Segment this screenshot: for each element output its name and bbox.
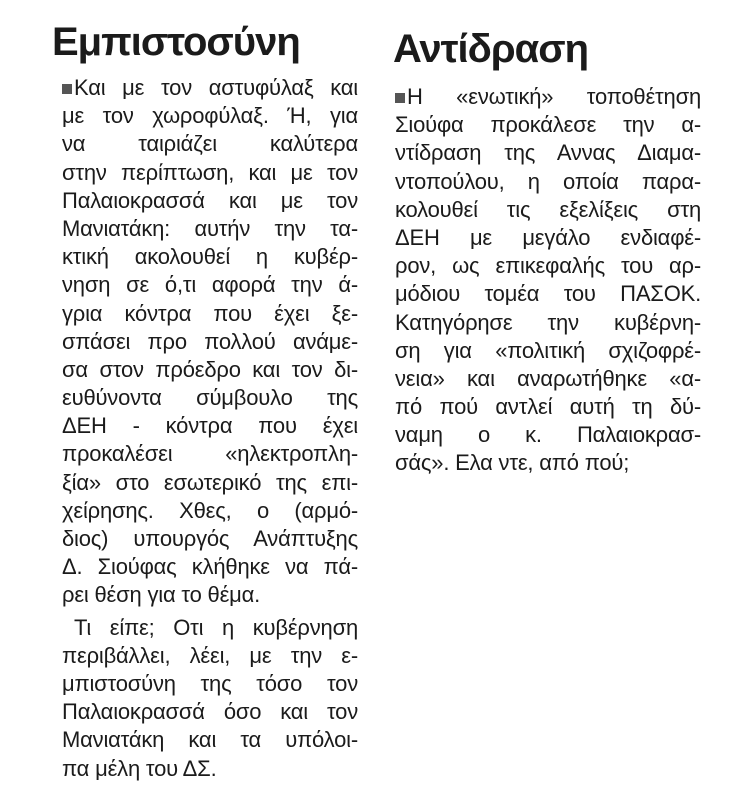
text-line xyxy=(62,102,358,130)
text-line xyxy=(62,525,358,553)
line-text: με τον χωροφύλαξ. Ή, για xyxy=(62,103,358,129)
line-text: ναμη ο κ. Παλαιοκρασ- xyxy=(395,422,701,448)
text-line xyxy=(62,553,358,581)
text-line xyxy=(62,614,358,642)
text-line xyxy=(62,497,358,525)
line-text: Και με τον αστυφύλαξ και xyxy=(74,75,358,100)
line-text: προκαλέσει «ηλεκτροπλη- xyxy=(62,441,358,467)
line-text: σπάσει προ πολλού ανάμε- xyxy=(62,328,358,354)
line-text: γρια κόντρα που έχει ξε- xyxy=(62,300,358,326)
line-text: Τι είπε; Οτι η κυβέρνηση xyxy=(74,614,358,640)
line-text: ρον, ως επικεφαλής του αρ- xyxy=(395,253,701,279)
text-line xyxy=(62,755,358,783)
line-text: Δ. Σιούφας κλήθηκε να πά- xyxy=(62,554,358,580)
column-title-trust: Εμπιστοσύνη xyxy=(52,20,300,64)
square-bullet-icon xyxy=(395,93,405,103)
line-text: Μανιατάκη και τα υπόλοι- xyxy=(62,727,358,753)
text-line xyxy=(395,309,701,337)
text-line xyxy=(395,224,701,252)
line-text: πό πού αντλεί αυτή τη δύ- xyxy=(395,394,701,420)
line-text: να ταιριάζει καλύτερα xyxy=(62,131,358,157)
line-text: ευθύνοντα σύμβουλο της xyxy=(62,385,358,411)
article-column-left xyxy=(62,74,358,783)
line-text: κτική ακολουθεί η κυβέρ- xyxy=(62,244,358,270)
text-line xyxy=(62,356,358,384)
line-text: Μανιατάκη: αυτήν την τα- xyxy=(62,215,358,241)
text-line xyxy=(62,215,358,243)
line-text: μπιστοσύνη της τόσο τον xyxy=(62,670,358,696)
text-line xyxy=(395,83,701,111)
text-line xyxy=(62,698,358,726)
line-text: ΔΕΗ - κόντρα που έχει xyxy=(62,413,358,439)
line-text: Σιούφα προκάλεσε την α- xyxy=(395,112,701,138)
text-line xyxy=(62,642,358,670)
line-text: μόδιου τομέα του ΠΑΣΟΚ. xyxy=(395,281,701,307)
text-line xyxy=(62,726,358,754)
text-line xyxy=(395,337,701,365)
line-text: ση για «πολιτική σχιζοφρέ- xyxy=(395,337,701,363)
line-text: στην περίπτωση, και με τον xyxy=(62,159,358,185)
text-line xyxy=(395,168,701,196)
text-line xyxy=(395,252,701,280)
text-line xyxy=(395,196,701,224)
text-line xyxy=(62,300,358,328)
text-line xyxy=(62,74,358,102)
text-line xyxy=(395,139,701,167)
line-text: σάς». Ελα ντε, από πού; xyxy=(395,450,630,476)
text-line xyxy=(62,271,358,299)
line-text: περιβάλλει, λέει, με την ε- xyxy=(62,642,358,668)
line-text: κολουθεί τις εξελίξεις στη xyxy=(395,196,701,222)
text-line xyxy=(395,365,701,393)
line-text: Κατηγόρησε την κυβέρνη- xyxy=(395,309,701,335)
paragraph xyxy=(62,74,358,610)
text-line xyxy=(62,412,358,440)
text-line xyxy=(395,111,701,139)
paragraph xyxy=(62,614,358,783)
line-text: ρει θέση για το θέμα. xyxy=(62,582,261,608)
column-title-reaction: Αντίδραση xyxy=(393,27,589,71)
line-text: Παλαιοκρασσά και με τον xyxy=(62,187,358,213)
line-text: πα μέλη του ΔΣ. xyxy=(62,755,217,781)
text-line xyxy=(395,280,701,308)
text-line xyxy=(395,421,701,449)
line-text: ξία» στο εσωτερικό της επι- xyxy=(62,469,358,495)
text-line xyxy=(395,449,701,477)
text-line xyxy=(62,328,358,356)
article-column-right xyxy=(395,83,701,478)
line-text: νεια» και αναρωτήθηκε «α- xyxy=(395,365,701,391)
line-text: νηση σε ό,τι αφορά την ά- xyxy=(62,272,358,298)
text-line xyxy=(62,469,358,497)
line-text: χείρησης. Χθες, ο (αρμό- xyxy=(62,497,358,523)
text-line xyxy=(62,187,358,215)
text-line xyxy=(62,384,358,412)
line-text: Παλαιοκρασσά όσο και τον xyxy=(62,699,358,725)
text-line xyxy=(62,130,358,158)
text-line xyxy=(62,670,358,698)
text-line xyxy=(62,581,358,609)
text-line xyxy=(62,440,358,468)
line-text: ντίδραση της Αννας Διαμα- xyxy=(395,140,701,166)
text-line xyxy=(62,243,358,271)
text-line xyxy=(395,393,701,421)
line-text: σα στον πρόεδρο και τον δι- xyxy=(62,356,358,382)
text-line xyxy=(62,159,358,187)
line-text: ντοπούλου, η οποία παρα- xyxy=(395,168,701,194)
line-text: Η «ενωτική» τοποθέτηση xyxy=(407,84,701,109)
line-text: ΔΕΗ με μεγάλο ενδιαφέ- xyxy=(395,224,701,250)
paragraph xyxy=(395,83,701,478)
square-bullet-icon xyxy=(62,84,72,94)
line-text: διος) υπουργός Ανάπτυξης xyxy=(62,526,358,551)
